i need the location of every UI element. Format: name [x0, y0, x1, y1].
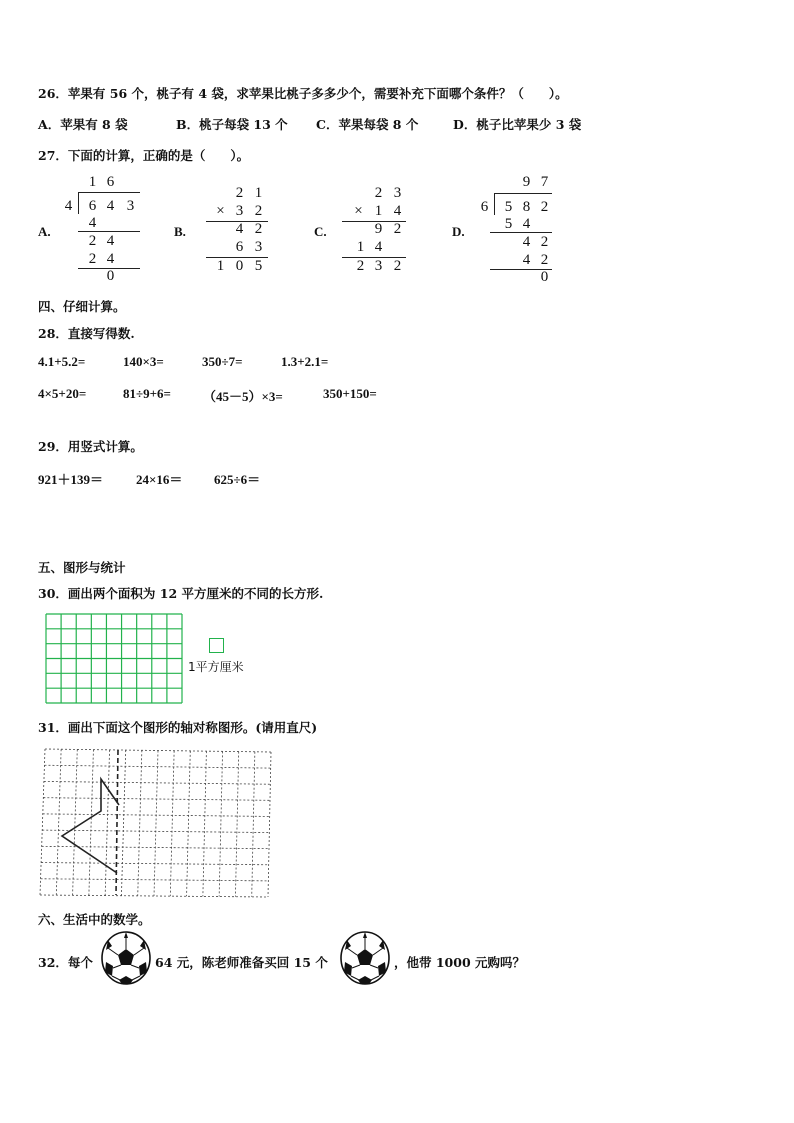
digit: 2: [393, 258, 402, 274]
q31-stem: 31．画出下面这个图形的轴对称图形。(请用直尺): [38, 720, 318, 735]
q28-item: 4×5+20=: [38, 386, 87, 401]
q28-item: 140×3=: [123, 354, 164, 369]
q26-option-b[interactable]: B．桃子每袋 13 个: [176, 117, 288, 132]
digit: 4: [106, 198, 115, 214]
grid-line: [252, 752, 255, 897]
q27-option-d-label[interactable]: D.: [452, 224, 465, 239]
grid-line: [268, 752, 271, 897]
grid-line: [203, 751, 207, 896]
section-5-title: 五、图形与统计: [38, 560, 126, 575]
digit: 4: [88, 215, 97, 231]
digit: 2: [540, 234, 549, 250]
digit: 2: [393, 221, 402, 237]
digit: 1: [88, 174, 97, 190]
digit: 5: [504, 216, 513, 232]
grid-line: [40, 749, 45, 895]
q28-item: 81÷9+6=: [123, 386, 171, 401]
grid-line: [170, 751, 174, 896]
digit: 2: [88, 251, 97, 267]
grid-line: [73, 749, 78, 895]
digit: 0: [540, 269, 549, 285]
digit: 3: [235, 203, 244, 219]
q32-prefix: 32．每个: [38, 955, 93, 970]
q31-dotted-grid[interactable]: [40, 745, 272, 897]
q29-item: 921＋139＝: [38, 472, 104, 487]
q30-stem: 30．画出两个面积为 12 平方厘米的不同的长方形.: [38, 586, 324, 601]
soccer-ball-icon: [100, 930, 152, 986]
digit: 3: [393, 185, 402, 201]
digit: 0: [106, 268, 115, 284]
q28-stem: 28．直接写得数.: [38, 326, 135, 341]
digit: 3: [126, 198, 135, 214]
digit: 1: [254, 185, 263, 201]
line: [490, 232, 552, 233]
digit: 4: [522, 252, 531, 268]
digit: 9: [374, 221, 383, 237]
digit: 4: [393, 203, 402, 219]
digit: 8: [522, 199, 531, 215]
grid-line: [121, 750, 125, 896]
grid-line: [56, 749, 61, 895]
q26-option-a[interactable]: A．苹果有 8 袋: [38, 117, 128, 132]
digit: 2: [254, 203, 263, 219]
division-bracket: [78, 192, 79, 214]
q32-middle: 64 元，陈老师准备买回 15 个: [155, 955, 328, 970]
digit: 6: [106, 174, 115, 190]
section-6-title: 六、生活中的数学。: [38, 912, 151, 927]
digit: 2: [540, 252, 549, 268]
half-figure: [62, 779, 119, 873]
digit: 2: [356, 258, 365, 274]
q26-option-c[interactable]: C．苹果每袋 8 个: [316, 117, 419, 132]
q27-option-c-label[interactable]: C.: [314, 224, 327, 239]
q28-item: 350÷7=: [202, 354, 243, 369]
q27-work-b: [200, 185, 280, 280]
grid-line: [187, 751, 191, 896]
grid-line: [154, 751, 158, 897]
q27-option-b-label[interactable]: B.: [174, 224, 186, 239]
digit: 4: [106, 233, 115, 249]
digit: 4: [522, 234, 531, 250]
digit: 5: [504, 199, 513, 215]
q32-suffix: ，他带 1000 元购吗？: [394, 955, 525, 970]
digit: 2: [540, 199, 549, 215]
digit: 2: [374, 185, 383, 201]
q26-option-d[interactable]: D．桃子比苹果少 3 袋: [453, 117, 582, 132]
digit: 2: [254, 221, 263, 237]
section-4-title: 四、仔细计算。: [38, 299, 126, 314]
q29-stem: 29．用竖式计算。: [38, 439, 143, 454]
q27-option-a-label[interactable]: A.: [38, 224, 51, 239]
digit: 1: [216, 258, 225, 274]
grid-line: [138, 750, 142, 896]
digit: 2: [88, 233, 97, 249]
digit: 6: [235, 239, 244, 255]
digit: 5: [254, 258, 263, 274]
grid-line: [219, 751, 222, 896]
q27-stem: 27．下面的计算，正确的是（ ）。: [38, 148, 250, 163]
q28-item: 4.1+5.2=: [38, 354, 86, 369]
q26-stem: 26．苹果有 56 个，桃子有 4 袋，求苹果比桃子多多少个，需要补充下面哪个条件？（ ）。: [38, 86, 568, 101]
grid-line: [89, 750, 94, 896]
digit: 2: [235, 185, 244, 201]
division-bar: [494, 193, 552, 194]
digit: 0: [235, 258, 244, 274]
digit: 3: [254, 239, 263, 255]
q27-work-d: [476, 174, 566, 286]
digit: 3: [374, 258, 383, 274]
unit-label: 1平方厘米: [188, 660, 244, 674]
divisor: 6: [480, 199, 489, 215]
digit: 6: [88, 198, 97, 214]
digit: 4: [522, 216, 531, 232]
grid-line: [105, 750, 109, 896]
division-bar: [78, 192, 140, 193]
q28-item: 350+150=: [323, 386, 377, 401]
digit: 1: [374, 203, 383, 219]
q28-item: 1.3+2.1=: [281, 354, 329, 369]
digit: 4: [106, 251, 115, 267]
q28-item: （45－5）×3=: [203, 389, 283, 404]
line: [78, 231, 140, 232]
unit-square: [209, 638, 224, 653]
digit: 4: [374, 239, 383, 255]
q29-item: 24×16＝: [136, 472, 183, 487]
operator: ×: [216, 203, 225, 219]
digit: 9: [522, 174, 531, 190]
digit: 1: [356, 239, 365, 255]
divisor: 4: [64, 198, 73, 214]
digit: 7: [540, 174, 549, 190]
soccer-ball-icon: [339, 930, 391, 986]
q30-square-grid[interactable]: [45, 613, 183, 704]
q29-item: 625÷6＝: [214, 472, 261, 487]
digit: 4: [235, 221, 244, 237]
operator: ×: [354, 203, 363, 219]
q27-work-a: [60, 172, 150, 282]
q27-work-c: [338, 185, 418, 280]
division-bracket: [494, 193, 495, 215]
grid-line: [235, 752, 238, 897]
